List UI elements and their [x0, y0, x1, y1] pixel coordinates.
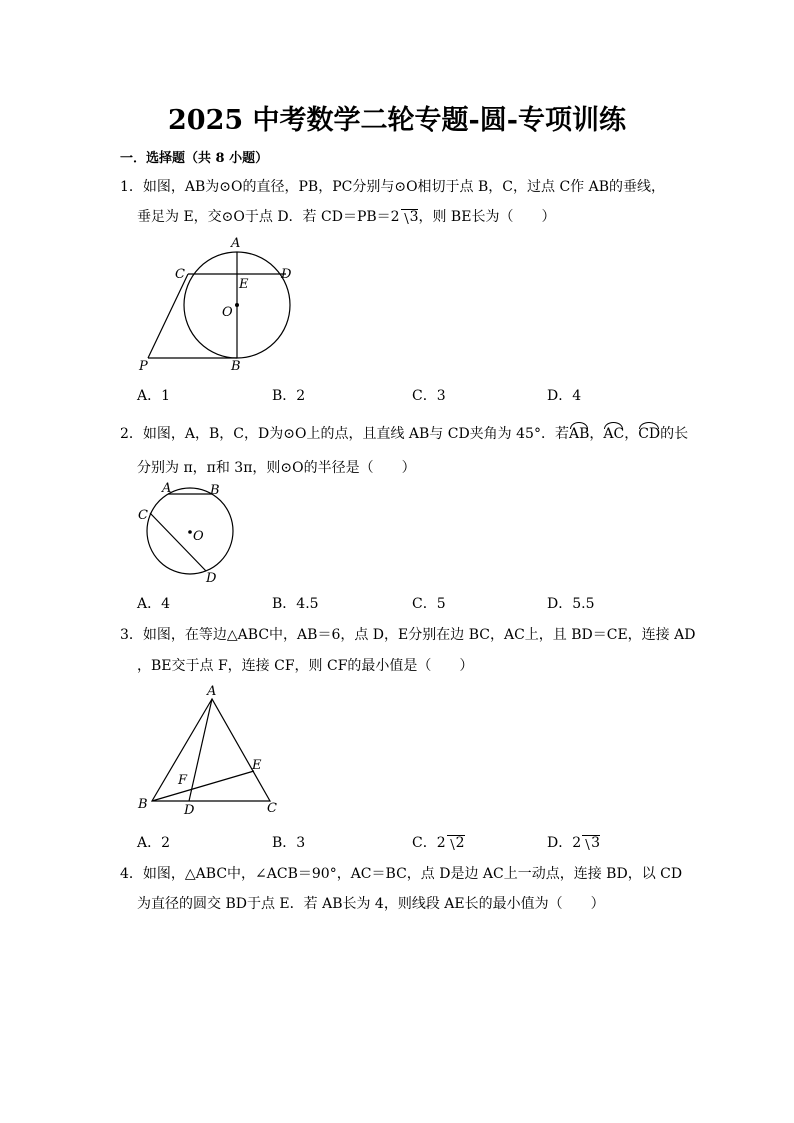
question-3-line-2: ，BE交于点 F，连接 CF，则 CF的最小值是（ ）: [137, 658, 474, 674]
question-3-option-c[interactable]: [412, 832, 465, 852]
question-2-option-d[interactable]: D．5.5: [547, 596, 595, 612]
question-1-option-c[interactable]: C．3: [412, 388, 446, 404]
question-2-figure: [130, 478, 250, 588]
arc-ac: AC: [603, 426, 625, 442]
sqrt-3-radical: 3: [401, 209, 419, 224]
question-1-figure: [130, 230, 310, 375]
label-f: F: [178, 773, 188, 788]
question-2-line-2: 分别为 π，π和 3π，则⊙O的半径是（ ）: [137, 460, 416, 476]
question-1-line-2: [137, 206, 555, 226]
label-b: B: [138, 797, 148, 812]
label-p: P: [139, 359, 148, 374]
label-a: A: [207, 684, 217, 699]
label-c: C: [175, 267, 185, 282]
label-o: O: [193, 529, 204, 544]
question-2-option-c[interactable]: C．5: [412, 596, 446, 612]
question-2-line-1: 2．如图，A，B，C，D为⊙O上的点，且直线 AB与 CD夹角为 45°．若AB，AC，CD的长: [120, 426, 689, 442]
question-3-option-d[interactable]: [547, 832, 600, 852]
question-1-option-b[interactable]: B．2: [272, 388, 306, 404]
question-4-line-1: 4．如图，△ABC中，∠ACB＝90°，AC＝BC，点 D是边 AC上一动点，连接 BD，以 CD: [120, 866, 683, 882]
question-2-line-1-text: 2．如图，A，B，C，D为⊙O上的点，且直线 AB与 CD夹角为 45°．若: [120, 426, 569, 442]
question-3-figure: [130, 683, 290, 818]
label-e: E: [252, 758, 262, 773]
question-3-option-d-text: D．2: [547, 835, 582, 851]
question-3-option-b[interactable]: B．3: [272, 835, 306, 851]
sqrt-3-radical: 3: [582, 835, 600, 850]
arc-ab: AB: [568, 426, 590, 442]
label-e: E: [239, 277, 249, 292]
label-a: A: [162, 481, 172, 496]
question-1-line-2-text: 垂足为 E，交⊙O于点 D．若 CD＝PB＝2: [137, 209, 400, 225]
center-dot: [188, 530, 192, 534]
question-1-line-1: 1．如图，AB为⊙O的直径，PB，PC分别与⊙O相切于点 B，C，过点 C作 AB的垂线，: [120, 179, 666, 195]
question-1-line-2-end: ，则 BE长为（ ）: [418, 209, 556, 225]
label-d: D: [281, 267, 292, 282]
label-a: A: [231, 236, 241, 251]
section-heading: 一．选择题（共 8 小题）: [120, 151, 269, 166]
sqrt-2-radical: 2: [447, 835, 465, 850]
question-2-line-1-end: 的长: [660, 426, 689, 442]
label-b: B: [231, 359, 241, 374]
label-c: C: [267, 801, 277, 816]
question-1-option-d[interactable]: D．4: [547, 388, 582, 404]
question-2-option-a[interactable]: A．4: [137, 596, 171, 612]
question-2-option-b[interactable]: B．4.5: [272, 596, 319, 612]
question-3-option-c-text: C．2: [412, 835, 446, 851]
tangent-pc: [148, 274, 188, 358]
label-c: C: [138, 508, 148, 523]
label-b: B: [210, 483, 220, 498]
segment-ad: [189, 699, 212, 801]
triangle-abc: [152, 699, 270, 801]
center-dot: [235, 303, 239, 307]
label-o: O: [222, 305, 233, 320]
question-4-line-2: 为直径的圆交 BD于点 E．若 AB长为 4，则线段 AE长的最小值为（ ）: [137, 896, 605, 912]
question-3-option-a[interactable]: A．2: [137, 835, 171, 851]
question-3-line-1: 3．如图，在等边△ABC中，AB＝6，点 D，E分别在边 BC，AC上，且 BD＝CE，连接 AD: [120, 627, 696, 643]
label-d: D: [184, 803, 195, 818]
page-title: 2025 中考数学二轮专题-圆-专项训练: [168, 105, 626, 136]
label-d: D: [206, 571, 217, 586]
arc-cd: CD: [638, 426, 661, 442]
question-1-option-a[interactable]: A．1: [137, 388, 171, 404]
